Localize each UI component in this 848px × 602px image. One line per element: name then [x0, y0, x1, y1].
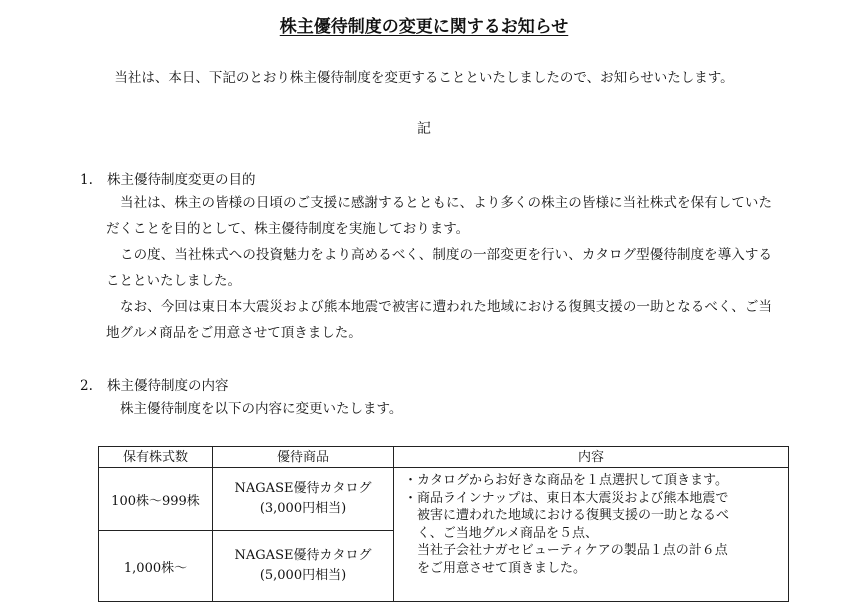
- header-shares: 保有株式数: [99, 447, 213, 468]
- content-bullet-2-line-4: 当社子会社ナガセビューティケアの製品１点の計６点: [417, 543, 728, 558]
- header-content: 内容: [394, 447, 789, 468]
- bullet-dot: ・: [404, 490, 418, 506]
- section-1-number: 1.: [80, 172, 93, 188]
- benefits-table: [98, 446, 789, 602]
- product-name: NAGASE優待カタログ: [234, 548, 372, 563]
- product-cell: [213, 531, 394, 602]
- header-product: 優待商品: [213, 447, 394, 468]
- product-value: (3,000円相当): [259, 501, 347, 516]
- content-bullet-2: [404, 490, 782, 508]
- table-row: [99, 468, 789, 531]
- section-1-paragraph-3: なお、今回は東日本大震災および熊本地震で被害に遭われた地域における復興支援の一助となるべく、ご当地グルメ商品をご用意させて頂きました。: [106, 299, 772, 341]
- section-1-paragraph-1: 当社は、株主の皆様の日頃のご支援に感謝するとともに、より多くの株主の皆様に当社株式を保有していただくことを目的として、株主優待制度を実施しております。: [106, 195, 772, 237]
- product-name: NAGASE優待カタログ: [234, 481, 372, 496]
- bullet-dot: ・: [404, 473, 418, 488]
- table-header-row: [99, 447, 789, 468]
- section-1-title: 株主優待制度変更の目的: [107, 172, 256, 188]
- content-bullet-1: [404, 472, 782, 490]
- content-cell: [394, 468, 789, 602]
- content-bullet-2-line-1: 商品ラインナップは、東日本大震災および熊本地震で: [417, 490, 729, 506]
- intro-text: 当社は、本日、下記のとおり株主優待制度を変更することといたしましたので、お知らせいたします。: [114, 70, 734, 86]
- section-1-heading: [80, 168, 256, 188]
- shares-cell: 100株～999株: [99, 468, 213, 531]
- content-bullet-2-line-2: 被害に遭われた地域における復興支援の一助となるべ: [417, 508, 730, 523]
- section-2-body: 株主優待制度を以下の内容に変更いたします。: [120, 401, 403, 417]
- product-cell: [213, 468, 394, 531]
- ki-marker: 記: [417, 121, 431, 137]
- section-2-number: 2.: [80, 378, 93, 394]
- shares-cell: 1,000株～: [99, 531, 213, 602]
- content-bullet-2-line-5: をご用意させて頂きました。: [417, 560, 587, 576]
- page-title: 株主優待制度の変更に関するお知らせ: [279, 17, 569, 37]
- product-value: (5,000円相当): [259, 568, 347, 583]
- content-bullet-2-line-3: く、ご当地グルメ商品を５点、: [417, 525, 598, 541]
- section-2-heading: [80, 374, 229, 394]
- section-1-paragraph-2: この度、当社株式への投資魅力をより高めるべく、制度の一部変更を行い、カタログ型優待制度を導入することといたしました。: [106, 247, 772, 289]
- section-2-title: 株主優待制度の内容: [107, 378, 229, 394]
- content-bullet-1-text: カタログからお好きな商品を１点選択して頂きます。: [417, 473, 728, 488]
